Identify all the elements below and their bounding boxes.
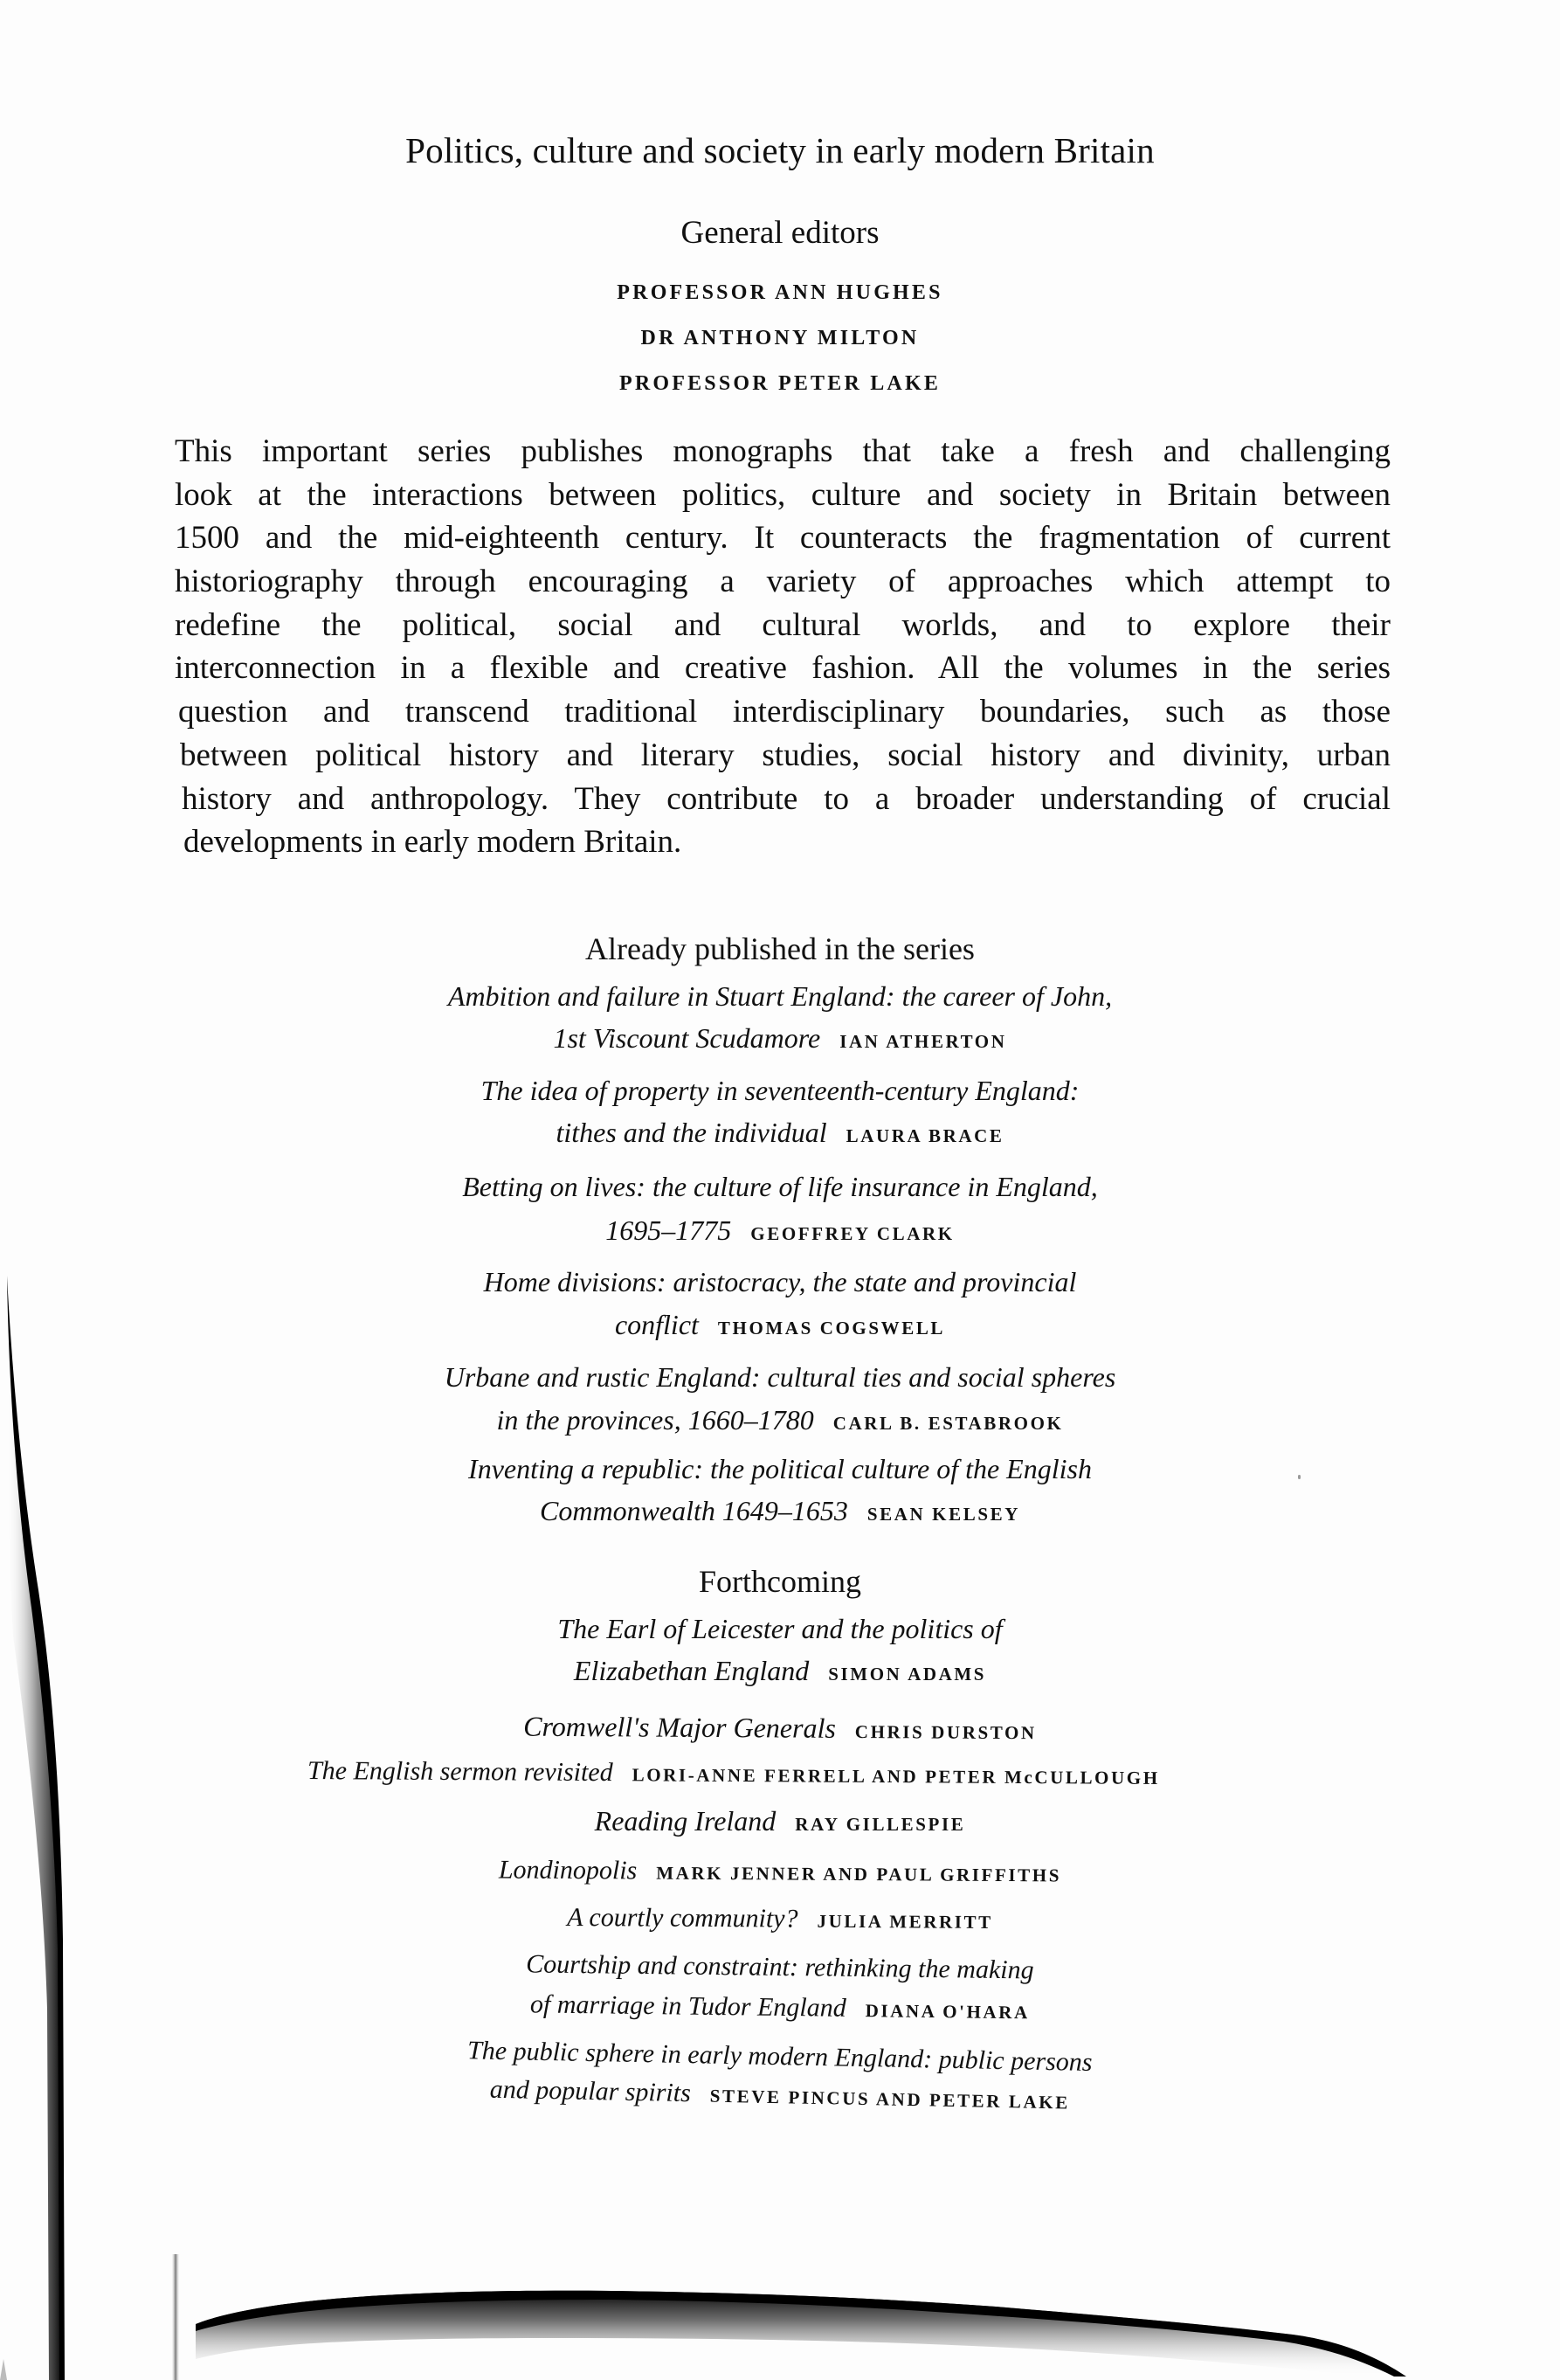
book-author: RAY GILLESPIE <box>795 1814 966 1835</box>
book-author: CARL B. ESTABROOK <box>832 1413 1064 1434</box>
book-title: A courtly community? <box>567 1902 798 1934</box>
description-line: redefine the political, social and cultural worlds, and to explore their <box>175 606 1391 643</box>
published-heading: Already published in the series <box>585 931 975 966</box>
book-title: Urbane and rustic England: cultural ties and social spheres <box>444 1361 1116 1393</box>
book-author: JULIA MERRITT <box>817 1910 993 1933</box>
book-author: SEAN KELSEY <box>866 1504 1020 1525</box>
book-title: Elizabethan England <box>573 1655 810 1686</box>
series-title: Politics, culture and society in early modern Britain <box>405 130 1155 170</box>
book-author: CHRIS DURSTON <box>854 1720 1037 1744</box>
editor-name: PROFESSOR PETER LAKE <box>618 372 942 395</box>
book-entry-line <box>0 1807 1560 1835</box>
book-title: of marriage in Tudor England <box>529 1989 846 2023</box>
book-title: Cromwell's Major Generals <box>523 1710 836 1744</box>
book-title: in the provinces, 1660–1780 <box>496 1404 814 1436</box>
book-entry-line <box>0 1497 1560 1525</box>
book-entry-line <box>0 1311 1560 1339</box>
book-title: and popular spirits <box>489 2074 692 2108</box>
book-title: Inventing a republic: the political culture of the English <box>468 1453 1092 1484</box>
book-author: DIANA O'HARA <box>865 2000 1030 2024</box>
book-entry-line <box>0 1985 1560 2031</box>
book-entry-line <box>0 1901 1560 1937</box>
book-title: Courtship and constraint: rethinking the making <box>526 1949 1034 1985</box>
book-author: THOMAS COGSWELL <box>717 1318 946 1339</box>
description-line: interconnection in a flexible and creative fashion. All the volumes in the series <box>175 650 1391 687</box>
book-entry-line <box>0 1406 1560 1434</box>
description-line: developments in early modern Britain. <box>183 824 682 861</box>
book-author: GEOFFREY CLARK <box>750 1223 955 1244</box>
book-title: Commonwealth 1649–1653 <box>540 1495 848 1526</box>
book-title: conflict <box>614 1309 699 1340</box>
book-entry-line <box>0 1657 1560 1685</box>
book-author: IAN ATHERTON <box>839 1031 1007 1052</box>
book-title: The public sphere in early modern England: public persons <box>466 2036 1093 2078</box>
description-line: look at the interactions between politics, culture and society in Britain between <box>175 476 1391 513</box>
book-entry-line <box>0 1024 1560 1052</box>
series-description <box>175 430 1391 864</box>
book-entry-line <box>0 1854 1560 1890</box>
book-title: The Earl of Leicester and the politics of <box>557 1613 1003 1644</box>
book-author: LORI-ANNE FERRELL AND PETER McCULLOUGH <box>632 1764 1160 1788</box>
description-line: history and anthropology. They contribute to a broader understanding of crucial <box>182 780 1391 817</box>
description-line: between political history and literary studies, social history and divinity, urban <box>180 737 1391 773</box>
description-line: question and transcend traditional interdisciplinary boundaries, such as those <box>178 694 1391 730</box>
forthcoming-heading: Forthcoming <box>699 1564 861 1599</box>
book-author: STEVE PINCUS AND PETER LAKE <box>709 2085 1071 2114</box>
description-line: This important series publishes monographs that take a fresh and challenging <box>175 433 1391 469</box>
book-title: The idea of property in seventeenth-century England: <box>480 1075 1080 1106</box>
book-entry-line <box>0 1118 1560 1146</box>
book-entry-line <box>0 1216 1560 1244</box>
editor-name: PROFESSOR ANN HUGHES <box>617 281 943 304</box>
book-title: 1st Viscount Scudamore <box>553 1022 821 1054</box>
description-line: 1500 and the mid-eighteenth century. It counteracts the fragmentation of current <box>175 520 1391 557</box>
book-author: LAURA BRACE <box>846 1125 1004 1146</box>
book-title: Betting on lives: the culture of life insurance in England, <box>462 1171 1098 1202</box>
book-title: The English sermon revisited <box>307 1756 613 1788</box>
description-line: historiography through encouraging a variety of approaches which attempt to <box>175 564 1391 600</box>
book-entry-line <box>0 1709 1560 1747</box>
editors-heading: General editors <box>680 215 880 251</box>
book-title: Home divisions: aristocracy, the state and provincial <box>483 1266 1077 1297</box>
scan-edge-bottom <box>0 2219 1560 2380</box>
book-author: SIMON ADAMS <box>828 1664 987 1685</box>
book-title: 1695–1775 <box>605 1214 732 1246</box>
book-title: Reading Ireland <box>594 1805 777 1837</box>
book-title: Londinopolis <box>498 1855 638 1885</box>
book-title: Ambition and failure in Stuart England: the career of John, <box>447 980 1113 1012</box>
scan-speck <box>1298 1475 1301 1479</box>
book-author: MARK JENNER AND PAUL GRIFFITHS <box>656 1862 1062 1886</box>
book-title: tithes and the individual <box>556 1117 827 1148</box>
editor-name: DR ANTHONY MILTON <box>640 327 920 349</box>
book-entry-line <box>307 1758 1160 1789</box>
